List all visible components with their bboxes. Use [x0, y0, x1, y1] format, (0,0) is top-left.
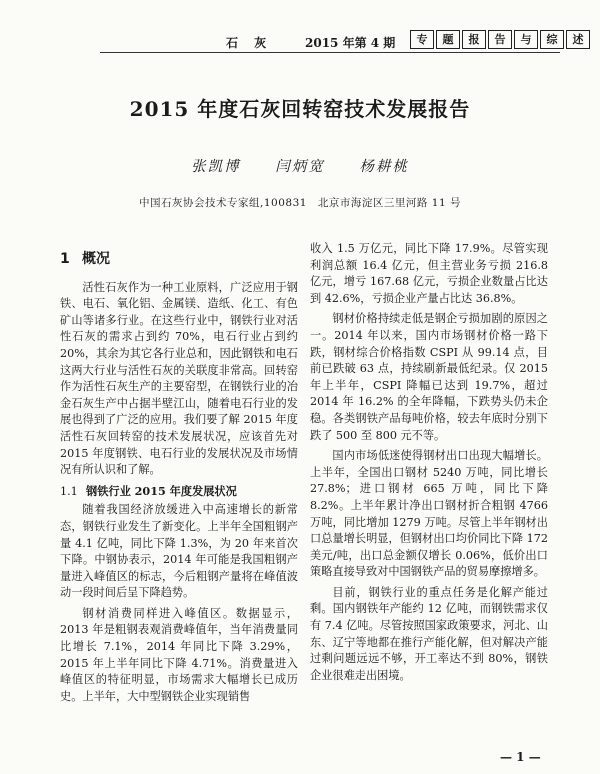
- paragraph: 国内市场低迷使得钢材出口出现大幅增长。上半年，全国出口钢材 5240 万吨，同比增长 27.8%；进口钢材 665 万吨，同比下降 8.2%。上半年累计净出口钢材折合粗钢 4766 万吨，同比增加 1279 万吨。尽管上半年钢材出口总量增长明显，但钢材出口均价同比下降 172 美元/吨，出口总金额仅增长 0.06%，低价出口策略直接导致对中国钢铁产品的贸易摩擦增多。: [310, 449, 548, 579]
- column-char: 与: [514, 30, 538, 49]
- author: 杨耕桃: [359, 159, 409, 175]
- author: 闫炳宽: [275, 159, 325, 175]
- section-heading: [60, 251, 298, 268]
- subsection-heading: [60, 483, 298, 501]
- column-char: 题: [436, 30, 460, 49]
- affiliation: 中国石灰协会技术专家组,100831 北京市海淀区三里河路 11 号: [139, 197, 461, 209]
- paragraph: 收入 1.5 万亿元，同比下降 17.9%。尽管实现利润总额 16.4 亿元，但主营业务亏损 216.8 亿元，增亏 167.68 亿元，亏损企业数量占比达到 42.6%，亏损企业产量占比达 36.8%。: [310, 242, 548, 305]
- paper-title: 2015 年度石灰回转窑技术发展报告: [129, 97, 471, 121]
- column-char: 告: [488, 30, 512, 49]
- header-rule: [100, 52, 560, 53]
- column-char: 述: [566, 30, 590, 49]
- issue-label: 2015 年第 4 期: [305, 36, 396, 50]
- journal-name: 石 灰: [226, 36, 273, 50]
- column-char: 报: [462, 30, 486, 49]
- author: 张凯博: [191, 159, 241, 175]
- paragraph: 活性石灰作为一种工业原料，广泛应用于钢铁、电石、氧化铝、金属镁、造纸、化工、有色矿山等诸多行业。在这些行业中，钢铁行业对活性石灰的需求占到约 70%，电石行业占到约 20%，其余为其它各行业总和，因此钢铁和电石这两大行业与活性石灰的关联度非常高。回转窑作为活性石灰生产的主要窑型，在钢铁行业的冶金石灰生产中占据半壁江山，随着电石行业的发展也得到了广泛的应用。我们要了解 2015 年度活性石灰回转窑的技术发展状况，应该首先对 2015 年度钢铁、电石行业的发展状况及市场情况有所认识和了解。: [60, 280, 298, 477]
- column-char: 专: [410, 30, 434, 49]
- author-list: [0, 155, 600, 176]
- running-header: [0, 0, 600, 60]
- right-column: [310, 241, 548, 688]
- column-label: [410, 30, 590, 49]
- paragraph: 随着我国经济放缓进入中高速增长的新常态，钢铁行业发生了新变化。上半年全国粗钢产量 4.1 亿吨，同比下降 1.3%，为 20 年来首次下降。中钢协表示，2014 年可能是我国粗钢产量进入峰值区的标志，今后粗钢产量将在峰值波动一段时间后呈下降趋势。: [60, 503, 298, 600]
- section-title: 概况: [82, 251, 110, 267]
- paragraph: 钢材消费同样进入峰值区。数据显示，2013 年是粗钢表观消费峰值年，当年消费量同比增长 7.1%，2014 年同比下降 3.29%，2015 年上半年同比下降 4.71%。消费量进入峰值区的特征明显，市场需求大幅增长已成历史。上半年，大中型钢铁企业实现销售: [60, 606, 298, 703]
- subsection-number: 1.1: [60, 484, 78, 498]
- page-number: — 1 —: [500, 750, 541, 764]
- left-column: [60, 243, 298, 709]
- column-char: 综: [540, 30, 564, 49]
- subsection-title: 钢铁行业 2015 年度发展状况: [86, 483, 237, 498]
- section-number: 1: [60, 251, 70, 267]
- paragraph: 目前，钢铁行业的重点任务是化解产能过剩。国内钢铁年产能约 12 亿吨，而钢铁需求仅有 7.4 亿吨。尽管按照国家政策要求，河北、山东、辽宁等地都在推行产能化解，但对解决产能过剩问题远远不够，开工率达不到 80%，钢铁企业很难走出困境。: [310, 585, 548, 682]
- paragraph: 钢材价格持续走低是钢企亏损加剧的原因之一。2014 年以来，国内市场钢材价格一路下跌，钢材综合价格指数 CSPI 从 99.14 点，目前已跌破 63 点，持续刷新最低纪录。仅 2015 年上半年，CSPI 降幅已达到 19.7%，超过 2014 年 16.2% 的全年降幅，下跌势头仍未企稳。各类钢铁产品每吨价格，较去年底时分别下跌了 500 至 800 元不等。: [310, 312, 548, 442]
